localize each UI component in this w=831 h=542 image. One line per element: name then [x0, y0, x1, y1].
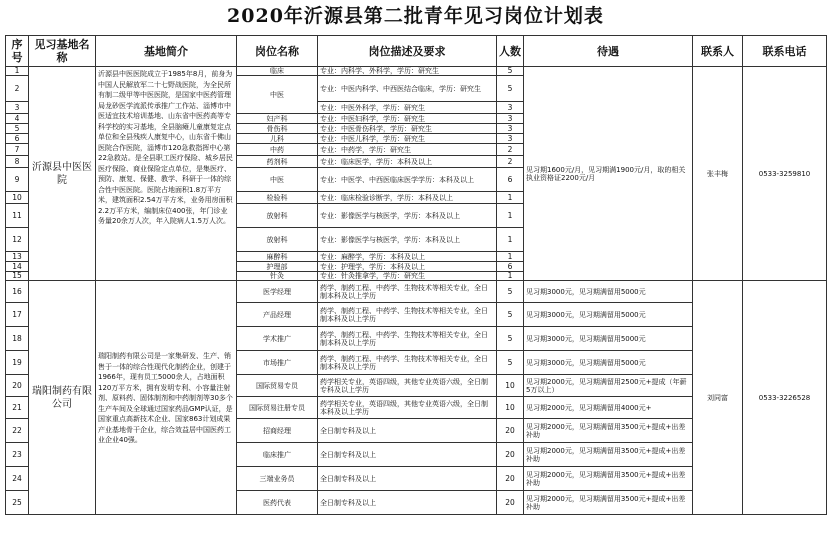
row-count: 1 — [497, 252, 524, 262]
row-post: 产品经理 — [237, 303, 318, 327]
row-no: 18 — [6, 327, 29, 351]
row-post: 儿科 — [237, 134, 318, 144]
header-contact: 联系人 — [693, 36, 743, 67]
row-post: 中医 — [237, 76, 318, 114]
header-row — [6, 36, 827, 67]
row-post: 国际贸易专员 — [237, 375, 318, 397]
row-post: 麻醉科 — [237, 252, 318, 262]
row-desc: 全日制专科及以上 — [318, 467, 497, 491]
row-post: 学术推广 — [237, 327, 318, 351]
row-no: 24 — [6, 467, 29, 491]
hospital-contact: 张丰梅 — [693, 67, 743, 281]
row-post: 放射科 — [237, 228, 318, 252]
row-desc: 药学相关专业，英语四级，其他专业英语六级，全日制本科及以上学历 — [318, 397, 497, 419]
row-desc: 专业：中医内科学、中西医结合临床，学历：研究生 — [318, 76, 497, 102]
row-no: 2 — [6, 76, 29, 102]
row-count: 3 — [497, 124, 524, 134]
row-post: 骨伤科 — [237, 124, 318, 134]
row-no: 12 — [6, 228, 29, 252]
row-count: 2 — [497, 156, 524, 168]
header-base: 见习基地名称 — [29, 36, 96, 67]
row-no: 4 — [6, 114, 29, 124]
header-pay: 待遇 — [524, 36, 693, 67]
row-post: 三端业务员 — [237, 467, 318, 491]
row-no: 20 — [6, 375, 29, 397]
row-no: 13 — [6, 252, 29, 262]
row-desc: 专业：中药学，学历：研究生 — [318, 144, 497, 156]
row-count: 5 — [497, 351, 524, 375]
row-no: 15 — [6, 272, 29, 281]
row-no: 21 — [6, 397, 29, 419]
row-no: 11 — [6, 204, 29, 228]
row-desc: 全日制专科及以上 — [318, 491, 497, 515]
row-no: 6 — [6, 134, 29, 144]
row-count: 5 — [497, 76, 524, 102]
row-post: 招商经理 — [237, 419, 318, 443]
row-no: 5 — [6, 124, 29, 134]
row-pay: 见习期2000元，见习期满留用3500元+提成+出差补助 — [524, 419, 693, 443]
row-desc: 专业：麻醉学，学历：本科及以上 — [318, 252, 497, 262]
row-desc: 专业：针灸推拿学，学历：研究生 — [318, 272, 497, 281]
row-post: 国际贸易注册专员 — [237, 397, 318, 419]
row-no: 23 — [6, 443, 29, 467]
row-post: 放射科 — [237, 204, 318, 228]
row-count: 20 — [497, 419, 524, 443]
row-desc: 全日制专科及以上 — [318, 443, 497, 467]
row-count: 3 — [497, 134, 524, 144]
header-phone: 联系电话 — [743, 36, 827, 67]
hospital-intro: 沂源县中医医院成立于1985年8月，前身为中国人民解放军二十七野战医院，为全民所有制二级甲等中医医院，是国家中医药管理局龙砂医学流派传承推广工作站、淄博市中医适宜技术培训基地、山东省中医药高等专科学校的实习基地，全县脑瘫儿童康复定点单位和全县残疾人康复中心，山东省千佛山医院合作医院，淄博市120急救指挥中心第22急救站。是全县职工医疗保险、城乡居民医疗保险、商业保险定点单位，是集医疗、预防、康复、保健、教学、科研于一体的综合性中医医院。医院占地面积1.8万平方米，建筑面积2.54万平方米，业务用房面积2.2万平方米，编制床位400张，年门诊业务量20余万人次，年入院病人1.5万人次。 — [96, 67, 237, 281]
row-desc: 专业：中医学、中西医临床医学学历：本科及以上 — [318, 168, 497, 192]
row-pay: 见习期3000元，见习期满留用5000元 — [524, 327, 693, 351]
row-desc: 专业：护理学，学历：本科及以上 — [318, 262, 497, 272]
row-pay: 见习期2000元，见习期满留用2500元+提成（年薪5万以上） — [524, 375, 693, 397]
row-count: 6 — [497, 168, 524, 192]
row-desc: 专业：影像医学与核医学，学历：本科及以上 — [318, 228, 497, 252]
row-count: 20 — [497, 491, 524, 515]
row-post: 妇产科 — [237, 114, 318, 124]
row-desc: 专业：中医儿科学，学历：研究生 — [318, 134, 497, 144]
row-desc: 药学、制药工程、中药学、生物技术等相关专业，全日制本科及以上学历 — [318, 281, 497, 303]
row-count: 1 — [497, 192, 524, 204]
row-desc: 药学、制药工程、中药学、生物技术等相关专业，全日制本科及以上学历 — [318, 351, 497, 375]
header-desc: 岗位描述及要求 — [318, 36, 497, 67]
row-count: 3 — [497, 114, 524, 124]
row-post: 药剂科 — [237, 156, 318, 168]
row-count: 2 — [497, 144, 524, 156]
row-count: 10 — [497, 397, 524, 419]
row-count: 3 — [497, 102, 524, 114]
row-count: 20 — [497, 467, 524, 491]
row-count: 5 — [497, 303, 524, 327]
page-title: 2020年沂源县第二批青年见习岗位计划表 — [227, 5, 604, 27]
row-post: 检验科 — [237, 192, 318, 204]
row-no: 8 — [6, 156, 29, 168]
row-no: 25 — [6, 491, 29, 515]
row-count: 10 — [497, 375, 524, 397]
hospital-name: 沂源县中医医院 — [29, 67, 96, 281]
table-row — [6, 281, 827, 303]
row-post: 临床 — [237, 67, 318, 76]
row-desc: 专业：内科学、外科学，学历：研究生 — [318, 67, 497, 76]
header-count: 人数 — [497, 36, 524, 67]
row-desc: 专业：中医骨伤科学，学历：研究生 — [318, 124, 497, 134]
row-no: 9 — [6, 168, 29, 192]
row-no: 22 — [6, 419, 29, 443]
plan-table — [5, 35, 827, 515]
row-post: 市场推广 — [237, 351, 318, 375]
row-desc: 全日制专科及以上 — [318, 419, 497, 443]
row-pay: 见习期2000元，见习期满留用3500元+提成+出差补助 — [524, 443, 693, 467]
row-count: 5 — [497, 281, 524, 303]
row-pay: 见习期3000元，见习期满留用5000元 — [524, 351, 693, 375]
row-no: 3 — [6, 102, 29, 114]
row-post: 护理部 — [237, 262, 318, 272]
row-no: 16 — [6, 281, 29, 303]
row-no: 17 — [6, 303, 29, 327]
row-post: 中医 — [237, 168, 318, 192]
header-post: 岗位名称 — [237, 36, 318, 67]
row-count: 1 — [497, 228, 524, 252]
row-count: 5 — [497, 327, 524, 351]
hospital-pay: 见习期1600元/月，见习期满1900元/月，取的相关执业资格证2200元/月 — [524, 67, 693, 281]
row-no: 10 — [6, 192, 29, 204]
table-row — [6, 67, 827, 76]
row-no: 14 — [6, 262, 29, 272]
row-post: 针灸 — [237, 272, 318, 281]
row-desc: 药学、制药工程、中药学、生物技术等相关专业，全日制本科及以上学历 — [318, 303, 497, 327]
row-desc: 专业：影像医学与核医学，学历：本科及以上 — [318, 204, 497, 228]
header-intro: 基地简介 — [96, 36, 237, 67]
row-pay: 见习期2000元，见习期满留用4000元+ — [524, 397, 693, 419]
pharma-phone: 0533-3226528 — [743, 281, 827, 515]
row-count: 1 — [497, 204, 524, 228]
row-pay: 见习期3000元，见习期满留用5000元 — [524, 281, 693, 303]
row-desc: 专业：中医外科学，学历：研究生 — [318, 102, 497, 114]
pharma-name: 瑞阳制药有限公司 — [29, 281, 96, 515]
row-desc: 药学相关专业，英语四级，其他专业英语六级，全日制专科及以上学历 — [318, 375, 497, 397]
row-post: 医学经理 — [237, 281, 318, 303]
hospital-phone: 0533-3259810 — [743, 67, 827, 281]
row-count: 5 — [497, 67, 524, 76]
row-count: 20 — [497, 443, 524, 467]
row-pay: 见习期2000元，见习期满留用3500元+提成+出差补助 — [524, 467, 693, 491]
row-pay: 见习期3000元，见习期满留用5000元 — [524, 303, 693, 327]
row-desc: 专业：临床检验诊断学，学历：本科及以上 — [318, 192, 497, 204]
row-no: 1 — [6, 67, 29, 76]
row-desc: 专业：临床医学，学历：本科及以上 — [318, 156, 497, 168]
row-post: 中药 — [237, 144, 318, 156]
row-no: 7 — [6, 144, 29, 156]
pharma-intro: 瑞阳制药有限公司是一家集研发、生产、销售于一体的综合性现代化制药企业，创建于1966年，现有员工5000余人，占地面积120万平方米，拥有发明专利、小容量注射剂、原料药、固体制剂和中药制剂等30多个生产车间及全球通过国家药品GMP认证，是国家重点高新技术企业、国家863计划成果产业基地骨干企业，综合效益居中国医药工业企业40强。 — [96, 281, 237, 515]
pharma-contact: 刘同富 — [693, 281, 743, 515]
row-post: 临床推广 — [237, 443, 318, 467]
header-no: 序号 — [6, 36, 29, 67]
row-desc: 药学、制药工程、中药学、生物技术等相关专业，全日制本科及以上学历 — [318, 327, 497, 351]
row-no: 19 — [6, 351, 29, 375]
row-count: 1 — [497, 272, 524, 281]
row-count: 6 — [497, 262, 524, 272]
row-desc: 专业：中医妇科学，学历：研究生 — [318, 114, 497, 124]
row-post: 医药代表 — [237, 491, 318, 515]
row-pay: 见习期2000元，见习期满留用3500元+提成+出差补助 — [524, 491, 693, 515]
